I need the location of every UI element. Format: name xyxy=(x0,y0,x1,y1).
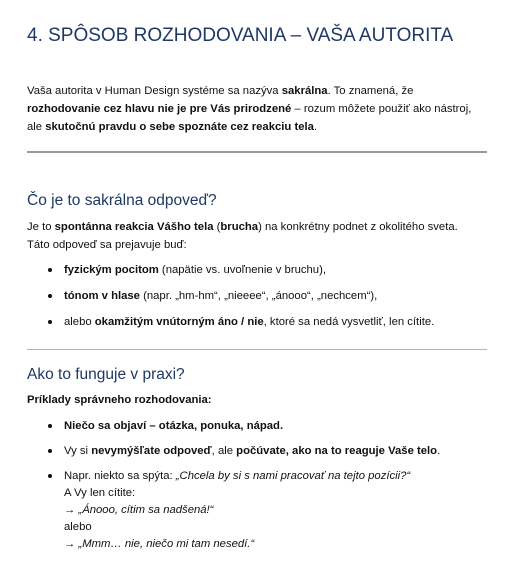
examples-label: Príklady správneho rozhodovania: xyxy=(27,394,212,406)
sacral-line-2: Táto odpoveď sa prejavuje buď: xyxy=(27,239,187,251)
example-line: A Vy len cítite: xyxy=(64,487,136,499)
example-line: alebo xyxy=(64,521,92,533)
bullet-icon xyxy=(48,449,52,453)
bullet-icon xyxy=(48,294,52,298)
sacral-response-paragraph xyxy=(27,218,497,254)
bullet-icon xyxy=(48,320,52,324)
page-title: 4. SPÔSOB ROZHODOVANIA – VAŠA AUTORITA xyxy=(27,25,454,46)
intro-line-1: Vaša autorita v Human Design systéme sa nazýva sakrálna. To znamená, že xyxy=(27,85,414,97)
example-answer-no: → „Mmm… nie, niečo mi tam nesedí.“ xyxy=(64,538,255,550)
bullet-icon xyxy=(48,424,52,428)
sacral-line-1: Je to spontánna reakcia Vášho tela (brucha) na konkrétny podnet z okolitého sveta. xyxy=(27,221,458,233)
intro-line-2: rozhodovanie cez hlavu nie je pre Vás prirodzené – rozum môžete použiť ako nástroj, xyxy=(27,103,472,115)
intro-paragraph xyxy=(27,82,497,136)
section-divider xyxy=(27,349,487,350)
section-heading-practice: Ako to funguje v praxi? xyxy=(27,366,185,383)
bullet-icon xyxy=(48,474,52,478)
example-answer-yes: → „Ánooo, cítim sa nadšená!“ xyxy=(64,504,214,516)
section-divider xyxy=(27,151,487,153)
section-heading-sacral-response: Čo je to sakrálna odpoveď? xyxy=(27,192,217,209)
bullet-icon xyxy=(48,268,52,272)
intro-line-3: ale skutočnú pravdu o sebe spoznáte cez reakciu tela. xyxy=(27,121,318,133)
